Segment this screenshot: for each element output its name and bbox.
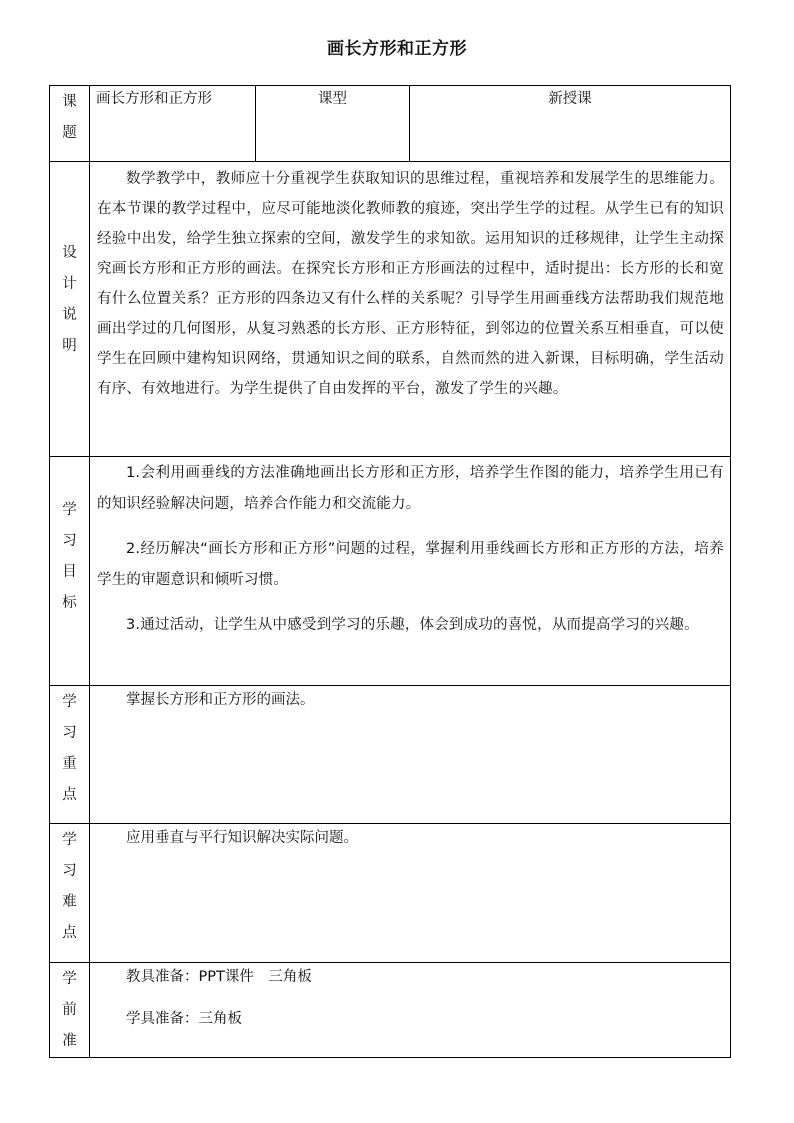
label-char: 准 — [62, 1033, 77, 1049]
student-prep: 学具准备：三角板 — [126, 1011, 242, 1027]
objectives-row — [50, 457, 731, 686]
difficulties-text: 应用垂直与平行知识解决实际问题。 — [126, 830, 358, 846]
preparation-label-cell — [50, 963, 90, 1058]
lesson-plan-table — [49, 85, 731, 1058]
label-char: 点 — [62, 787, 77, 803]
label-char: 学 — [62, 971, 77, 987]
preparation-cell — [90, 963, 731, 1058]
label-char: 学 — [62, 502, 77, 518]
label-char: 学 — [62, 694, 77, 710]
label-char: 设 — [62, 245, 77, 261]
label-char: 习 — [62, 725, 77, 741]
type-label-cell — [256, 86, 410, 162]
key-points-label — [50, 687, 89, 811]
objectives-cell — [90, 457, 731, 686]
preparation-row — [50, 963, 731, 1058]
label-char: 点 — [62, 925, 77, 941]
objective-item: 3.通过活动，让学生从中感受到学习的乐趣，体会到成功的喜悦，从而提高学习的兴趣。 — [126, 617, 699, 633]
document-title: 画长方形和正方形 — [327, 39, 467, 59]
label-char: 前 — [62, 1002, 77, 1018]
type-value-cell — [410, 86, 731, 162]
topic-label — [50, 87, 89, 149]
label-char: 明 — [62, 338, 77, 354]
type-value: 新授课 — [548, 91, 592, 107]
topic-value-cell — [90, 86, 256, 162]
objectives-label-cell — [50, 457, 90, 686]
label-char: 目 — [62, 564, 77, 580]
label-char: 学 — [62, 832, 77, 848]
key-points-label-cell — [50, 686, 90, 824]
topic-label-cell — [50, 86, 90, 162]
key-points-cell — [90, 686, 731, 824]
difficulties-cell — [90, 824, 731, 963]
design-label-cell — [50, 162, 90, 457]
preparation-label — [50, 964, 89, 1057]
label-char: 难 — [62, 894, 77, 910]
label-char: 说 — [62, 307, 77, 323]
objective-item: 2.经历解决“画长方形和正方形”问题的过程，掌握利用垂线画长方形和正方形的方法，培养学生的审题意识和倾听习惯。 — [97, 541, 724, 588]
design-label — [50, 238, 89, 362]
type-label: 课型 — [318, 91, 347, 107]
label-char: 重 — [62, 756, 77, 772]
difficulties-row — [50, 824, 731, 963]
objective-item: 1.会利用画垂线的方法准确地画出长方形和正方形，培养学生作图的能力，培养学生用已有的知识经验解决问题，培养合作能力和交流能力。 — [97, 465, 724, 512]
design-row — [50, 162, 731, 457]
topic-row — [50, 86, 731, 162]
objectives-label — [50, 495, 89, 619]
label-char: 习 — [62, 863, 77, 879]
topic-value: 画长方形和正方形 — [96, 91, 212, 107]
design-text: 数学教学中，教师应十分重视学生获取知识的思维过程，重视培养和发展学生的思维能力。在本节课的教学过程中，应尽可能地淡化教师教的痕迹，突出学生学的过程。从学生已有的知识经验中出发，给学生独立探索的空间，激发学生的求知欲。运用知识的迁移规律，让学生主动探究画长方形和正方形的画法。在探究长方形和正方形画法的过程中，适时提出：长方形的长和宽有什么位置关系？正方形的四条边又有什么样的关系呢？引导学生用画垂线方法帮助我们规范地画出学过的几何图形，从复习熟悉的长方形、正方形特征，到邻边的位置关系互相垂直，可以使学生在回顾中建构知识网络，贯通知识之间的联系，自然而然的进入新课，目标明确，学生活动有序、有效地进行。为学生提供了自由发挥的平台，激发了学生的兴趣。 — [97, 171, 724, 397]
label-char: 习 — [62, 533, 77, 549]
design-text-cell — [90, 162, 731, 457]
difficulties-label-cell — [50, 824, 90, 963]
teacher-prep: 教具准备：PPT课件 三角板 — [126, 969, 312, 985]
difficulties-label — [50, 825, 89, 949]
key-points-text: 掌握长方形和正方形的画法。 — [126, 692, 315, 708]
label-char: 题 — [62, 125, 77, 141]
label-char: 课 — [62, 94, 77, 110]
key-points-row — [50, 686, 731, 824]
label-char: 标 — [62, 595, 77, 611]
label-char: 计 — [62, 276, 77, 292]
